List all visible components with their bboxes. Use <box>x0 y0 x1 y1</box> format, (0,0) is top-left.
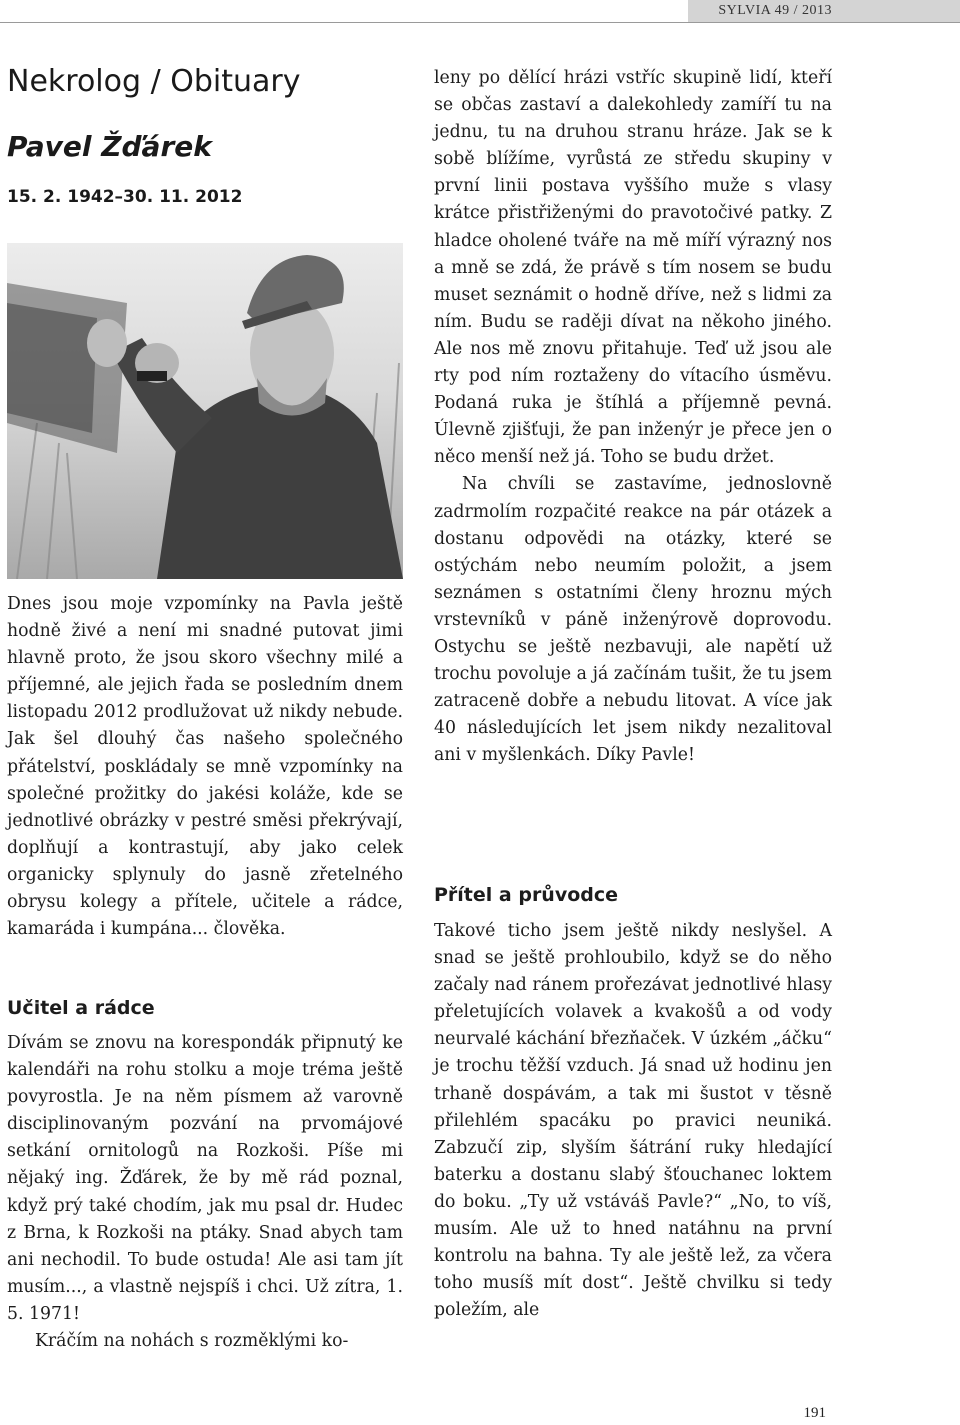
section1-paragraph: Dívám se znovu na korespondák připnutý ke kalendáři na rohu stolku a moje tréma ještě povyrostla. Je na něm písmem až varovně disciplinovaným pozvání na prvomájové setkání ornitologů na Rozkoši. Píše mi nějaký ing. Žďárek, že by mě rád poznal, když prý také chodím, jak mu psal dr. Hudec z Brna, k Rozkoši na ptáky. Snad abych tam ani nechodil. To bude ostuda! Ale asi tam jít musím..., a vlastně nejspíš i chci. Už zítra, 1. 5. 1971! <box>7 1033 403 1324</box>
right-column-section2 <box>434 882 832 909</box>
intro-paragraph: Dnes jsou moje vzpomínky na Pavla ještě hodně živé a není mi snadné putovat jimi hlavně proto, že jsou skoro všechny milé a příjemné, ale jejich řada se posledním dnem listopadu 2012 prodlužovat už nikdy nebude. Jak šel dlouhý čas našeho společného přátelství, poskládaly se mně vzpomínky na společné prožitky do jakési koláže, kde se jednotlivé obrázky v pestré směsi překrývají, doplňují a kontrastují, aby jako celek organicky splynuly do jasně zřetelného obrysu kolegy a přítele, učitele a rádce, kamaráda i kumpána... člověka. <box>7 594 403 940</box>
portrait-photo-illustration <box>7 243 403 579</box>
portrait-photo <box>7 243 403 579</box>
right-paragraph-1: leny po dělící hrázi vstříc skupině lidí, kteří se občas zastaví a dalekohledy zamíří tu na jednu, tu na druhou stranu hráze. Jak se k sobě blížíme, vyrůstá ze středu skupiny v první linii postava vyššího muže s vlasy krátce přistřiženými do pravotočivé patky. Z hladce oholené tváře na mě míří výrazný nos a mně se zdá, že právě s tím nosem se budu muset seznámit o hodně dříve, než s lidmi za ním. Budu se raději dívat na někoho jiného. Ale nos mě znovu přitahuje. Teď už jsou ale rty pod ním roztaženy do vítacího úsměvu. Podaná ruka je štíhlá a příjemně pevná. Úlevně zjišťuji, že pan inženýr je přece jen o něco menší než já. Toho se budu držet. <box>434 68 832 468</box>
header-rule <box>0 22 960 23</box>
left-column-section1-body <box>7 1030 403 1355</box>
page-number: 191 <box>803 1405 826 1421</box>
right-column-section2-body <box>434 918 832 1324</box>
section-heading-friend: Přítel a průvodce <box>434 884 619 906</box>
section-heading-teacher: Učitel a rádce <box>7 997 155 1019</box>
section2-paragraph: Takové ticho jsem ještě nikdy neslyšel. A snad se ještě prohloubilo, když se do něho začaly nad ránem prořezávat jednotlivé hlasy přeletujících volavek a kvakošů a od vody neurvalé káchání březňaček. V úzkém „áčku“ je trochu těžší vzduch. Já snad už hodinu jen trhaně dospávám, a tak mi šustot v těsně přilehlém spacáku po pravici neuniká. Zabzučí zip, slyším šátrání ruky hledající baterku a dostanu slabý šťouchanec loktem do boku. „Ty už vstáváš Pavle?“ „No, to víš, musím. Ale už to hned natáhnu na první kontrolu na bahna. Ty ale ještě lež, za včera toho musíš mít dost“. Ještě chvilku si tedy poležím, ale <box>434 921 832 1321</box>
left-column-section1 <box>7 995 403 1022</box>
left-column-intro <box>7 591 403 943</box>
right-column-top <box>434 65 832 769</box>
journal-issue-label: SYLVIA 49 / 2013 <box>718 3 832 18</box>
article-title: Nekrolog / Obituary <box>7 64 301 99</box>
section1-continuation: Kráčím na nohách s rozměklými ko- <box>35 1331 349 1352</box>
journal-issue-tab <box>688 0 960 22</box>
life-dates: 15. 2. 1942–30. 11. 2012 <box>7 187 243 207</box>
right-paragraph-2: Na chvíli se zastavíme, jednoslovně zadrmolím rozpačité reakce na pár otázek a dostanu odpovědi na otázky, které se ostýchám nebo neumím položit, a jsem seznámen s ostatními členy hroznu mých vrstevníků v páně inženýrově doprovodu. Ostychu se ještě nezbavuji, ale napětí už trochu povoluje a já začínám tušit, že tu jsem zatraceně dobře a nebudu litovat. A více jak 40 následujících let jsem nikdy nezalitoval ani v myšlenkách. Díky Pavle! <box>434 474 832 766</box>
person-name: Pavel Žďárek <box>7 130 212 163</box>
